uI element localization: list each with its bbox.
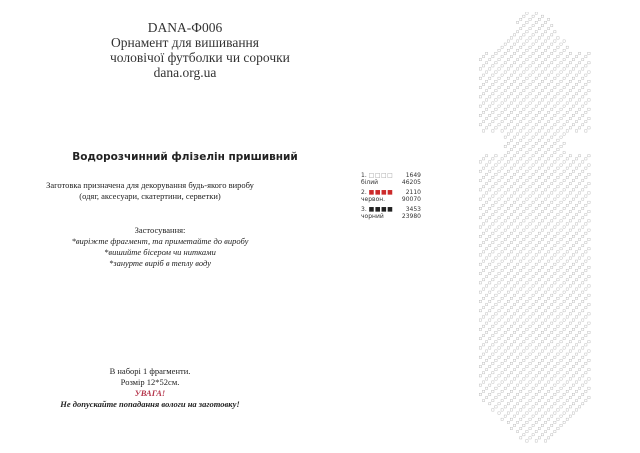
red-swatch-icon: ■■■■ xyxy=(368,189,394,196)
warning-label: УВАГА! xyxy=(134,388,166,398)
product-title: Водорозчинний флізелін пришивний xyxy=(72,151,298,163)
usage-step: *вишийте бісером чи нитками xyxy=(104,247,216,257)
kit-info: В наборі 1 фрагменти. xyxy=(109,366,191,376)
header xyxy=(110,20,290,80)
usage-step: *виріжте фрагмент, та приметайте до виробу xyxy=(71,236,249,246)
legend-item: 3. ■■■■ 3453 чорний 23980 xyxy=(361,206,421,220)
site-url: dana.org.ua xyxy=(153,65,217,80)
black-swatch-icon: ■■■■ xyxy=(368,206,394,213)
size-info: Розмір 12*52см. xyxy=(120,377,180,387)
description-line-2: (одяг, аксесуари, скатертини, серветки) xyxy=(79,191,221,201)
description-line-1: Заготовка призначена для декорування будь-якого виробу xyxy=(46,180,254,190)
header-line-1: Орнамент для вишивання xyxy=(110,35,259,50)
legend-item: 2. ■■■■ 2110 червон. 90070 xyxy=(361,189,421,203)
white-swatch-icon: □□□□ xyxy=(368,172,394,179)
color-legend xyxy=(361,173,421,224)
usage-section xyxy=(30,225,290,269)
description xyxy=(0,180,300,202)
header-line-2: чоловічої футболки чи сорочки xyxy=(110,50,290,65)
usage-step: *занурте виріб в теплу воду xyxy=(109,258,211,268)
legend-item: 1. □□□□ 1649 білий 46205 xyxy=(361,172,421,186)
footer xyxy=(0,366,300,410)
pattern-code: DANA-Ф006 xyxy=(147,20,223,35)
moisture-note: Не допускайте попадання вологи на заготовку! xyxy=(60,399,240,409)
usage-heading: Застосування: xyxy=(134,225,186,235)
embroidery-pattern-strip xyxy=(470,12,600,444)
